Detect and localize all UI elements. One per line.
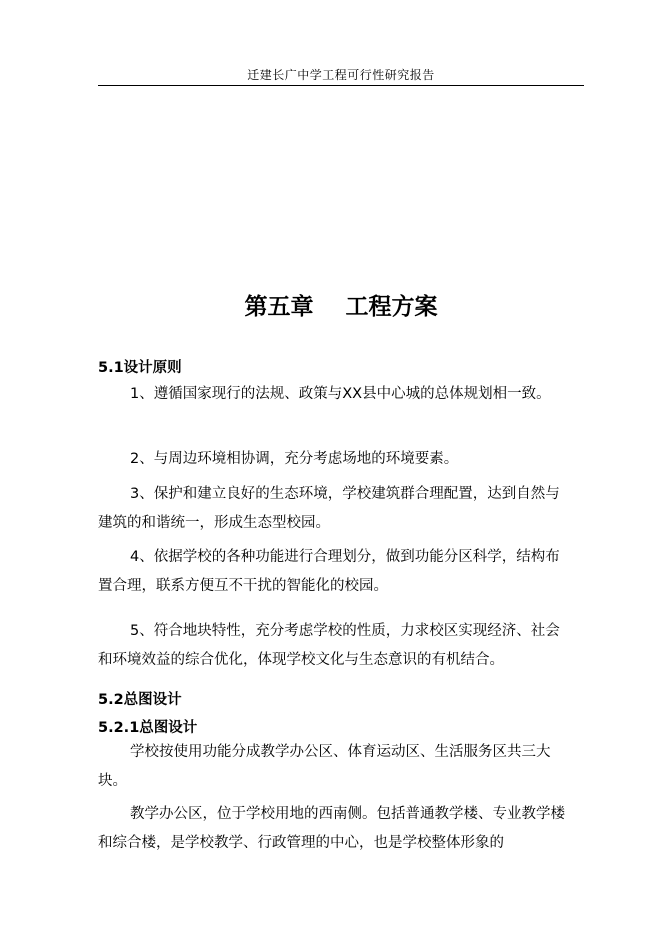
- running-header: 迁建长广中学工程可行性研究报告: [247, 68, 435, 82]
- principle-item-2: 2、与周边环境相协调，充分考虑场地的环境要素。: [130, 451, 459, 467]
- chapter-title: 第五章 工程方案: [244, 293, 438, 320]
- section-heading-5-1: 5.1设计原则: [98, 360, 182, 376]
- section-heading-5-2: 5.2总图设计: [98, 692, 182, 708]
- layout-paragraph-2: 教学办公区，位于学校用地的西南侧。包括普通教学楼、专业教学楼和综合楼，是学校教学、行政管理的中心，也是学校整体形象的: [98, 806, 565, 851]
- header-rule: [98, 85, 584, 86]
- principle-item-4: 4、依据学校的各种功能进行合理划分，做到功能分区科学，结构布置合理，联系方便互不干扰的智能化的校园。: [98, 549, 560, 594]
- principle-item-1: 1、遵循国家现行的法规、政策与XX县中心城的总体规划相一致。: [130, 386, 551, 402]
- principle-item-5: 5、符合地块特性，充分考虑学校的性质，力求校区实现经济、社会和环境效益的综合优化，体现学校文化与生态意识的有机结合。: [98, 623, 560, 668]
- subsection-heading-5-2-1: 5.2.1总图设计: [98, 720, 198, 736]
- layout-paragraph-1: 学校按使用功能分成教学办公区、体育运动区、生活服务区共三大块。: [98, 744, 551, 789]
- principle-item-3: 3、保护和建立良好的生态环境，学校建筑群合理配置，达到自然与建筑的和谐统一，形成生态型校园。: [98, 486, 560, 531]
